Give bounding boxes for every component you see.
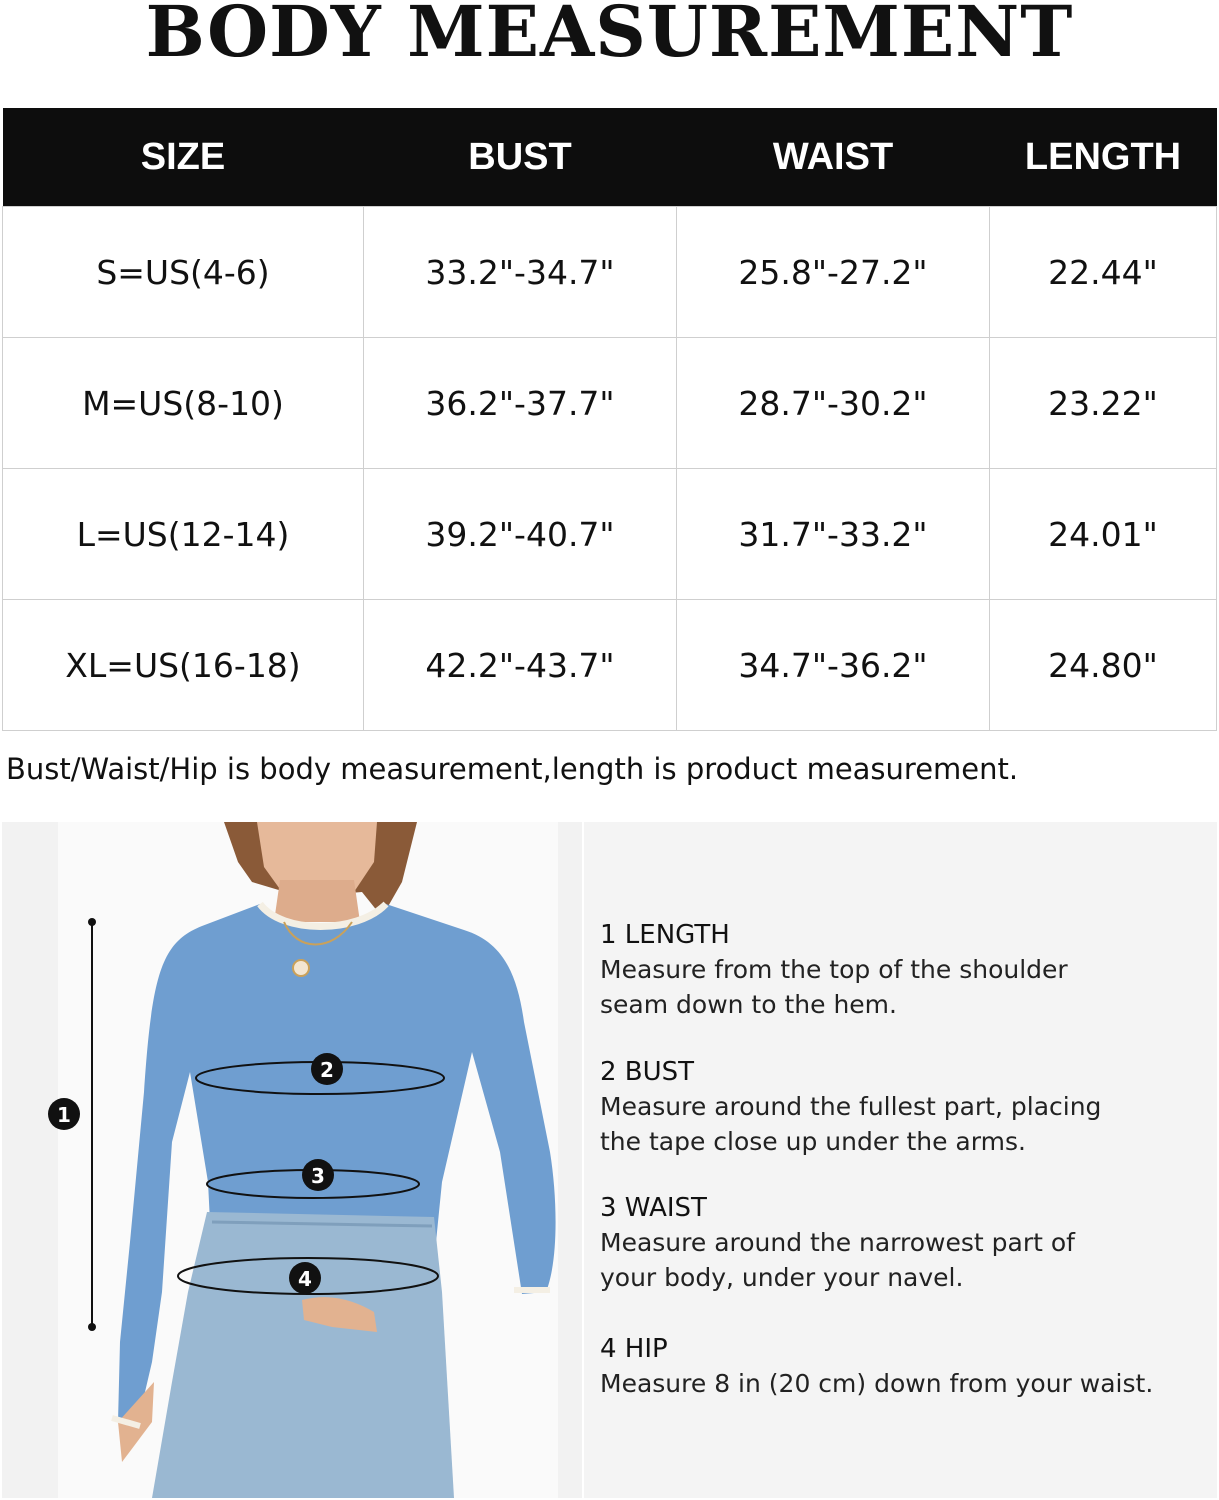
table-row [3,469,1217,600]
header-bust: BUST [364,108,677,207]
guide-bust [600,1055,1210,1159]
guide-length-desc-line1: Measure from the top of the shoulder [600,955,1068,984]
guide-bust-title: 2 BUST [600,1057,695,1087]
waist-cell: 31.7"-33.2" [677,469,990,600]
header-size: SIZE [3,108,364,207]
table-row [3,338,1217,469]
marker-3-label: 3 [311,1164,325,1188]
size-cell: XL=US(16-18) [3,600,364,731]
marker-1 [48,1098,80,1130]
measurement-guide [584,822,1217,1498]
length-cell: 24.01" [990,469,1217,600]
bust-cell: 39.2"-40.7" [364,469,677,600]
neck-shape [274,880,360,922]
bust-cell: 33.2"-34.7" [364,207,677,338]
size-cell: M=US(8-10) [3,338,364,469]
bust-cell: 42.2"-43.7" [364,600,677,731]
length-line-top-dot [88,918,96,926]
marker-1-label: 1 [57,1103,71,1127]
model-photo [2,822,582,1498]
marker-2-label: 2 [320,1058,334,1082]
jeans-shape [152,1212,454,1498]
size-chart-table [2,108,1217,731]
waist-cell: 34.7"-36.2" [677,600,990,731]
guide-hip-title: 4 HIP [600,1334,668,1364]
guide-bust-desc-line2: the tape close up under the arms. [600,1127,1026,1156]
waist-cell: 25.8"-27.2" [677,207,990,338]
guide-waist-desc-line2: your body, under your navel. [600,1263,964,1292]
page-title: BODY MEASUREMENT [145,0,1074,73]
length-line-bottom-dot [88,1323,96,1331]
marker-4-label: 4 [298,1267,312,1291]
measurement-note: Bust/Waist/Hip is body measurement,length is product measurement. [6,752,1019,786]
table-header-row [3,108,1217,207]
marker-4 [289,1262,321,1294]
length-cell: 22.44" [990,207,1217,338]
guide-waist-desc-line1: Measure around the narrowest part of [600,1228,1075,1257]
bust-cell: 36.2"-37.7" [364,338,677,469]
length-cell: 23.22" [990,338,1217,469]
guide-bust-desc-line1: Measure around the fullest part, placing [600,1092,1102,1121]
marker-3 [302,1159,334,1191]
guide-length [600,918,1210,1022]
table-row [3,207,1217,338]
guide-length-title: 1 LENGTH [600,920,730,950]
header-waist: WAIST [677,108,990,207]
guide-waist [600,1191,1210,1295]
pendant [293,960,309,976]
size-cell: L=US(12-14) [3,469,364,600]
guide-waist-title: 3 WAIST [600,1193,707,1223]
guide-hip-desc-line1: Measure 8 in (20 cm) down from your waist. [600,1369,1154,1398]
guide-hip [600,1332,1210,1401]
header-length: LENGTH [990,108,1217,207]
size-cell: S=US(4-6) [3,207,364,338]
waist-cell: 28.7"-30.2" [677,338,990,469]
marker-2 [311,1053,343,1085]
guide-length-desc-line2: seam down to the hem. [600,990,897,1019]
length-cell: 24.80" [990,600,1217,731]
table-row [3,600,1217,731]
